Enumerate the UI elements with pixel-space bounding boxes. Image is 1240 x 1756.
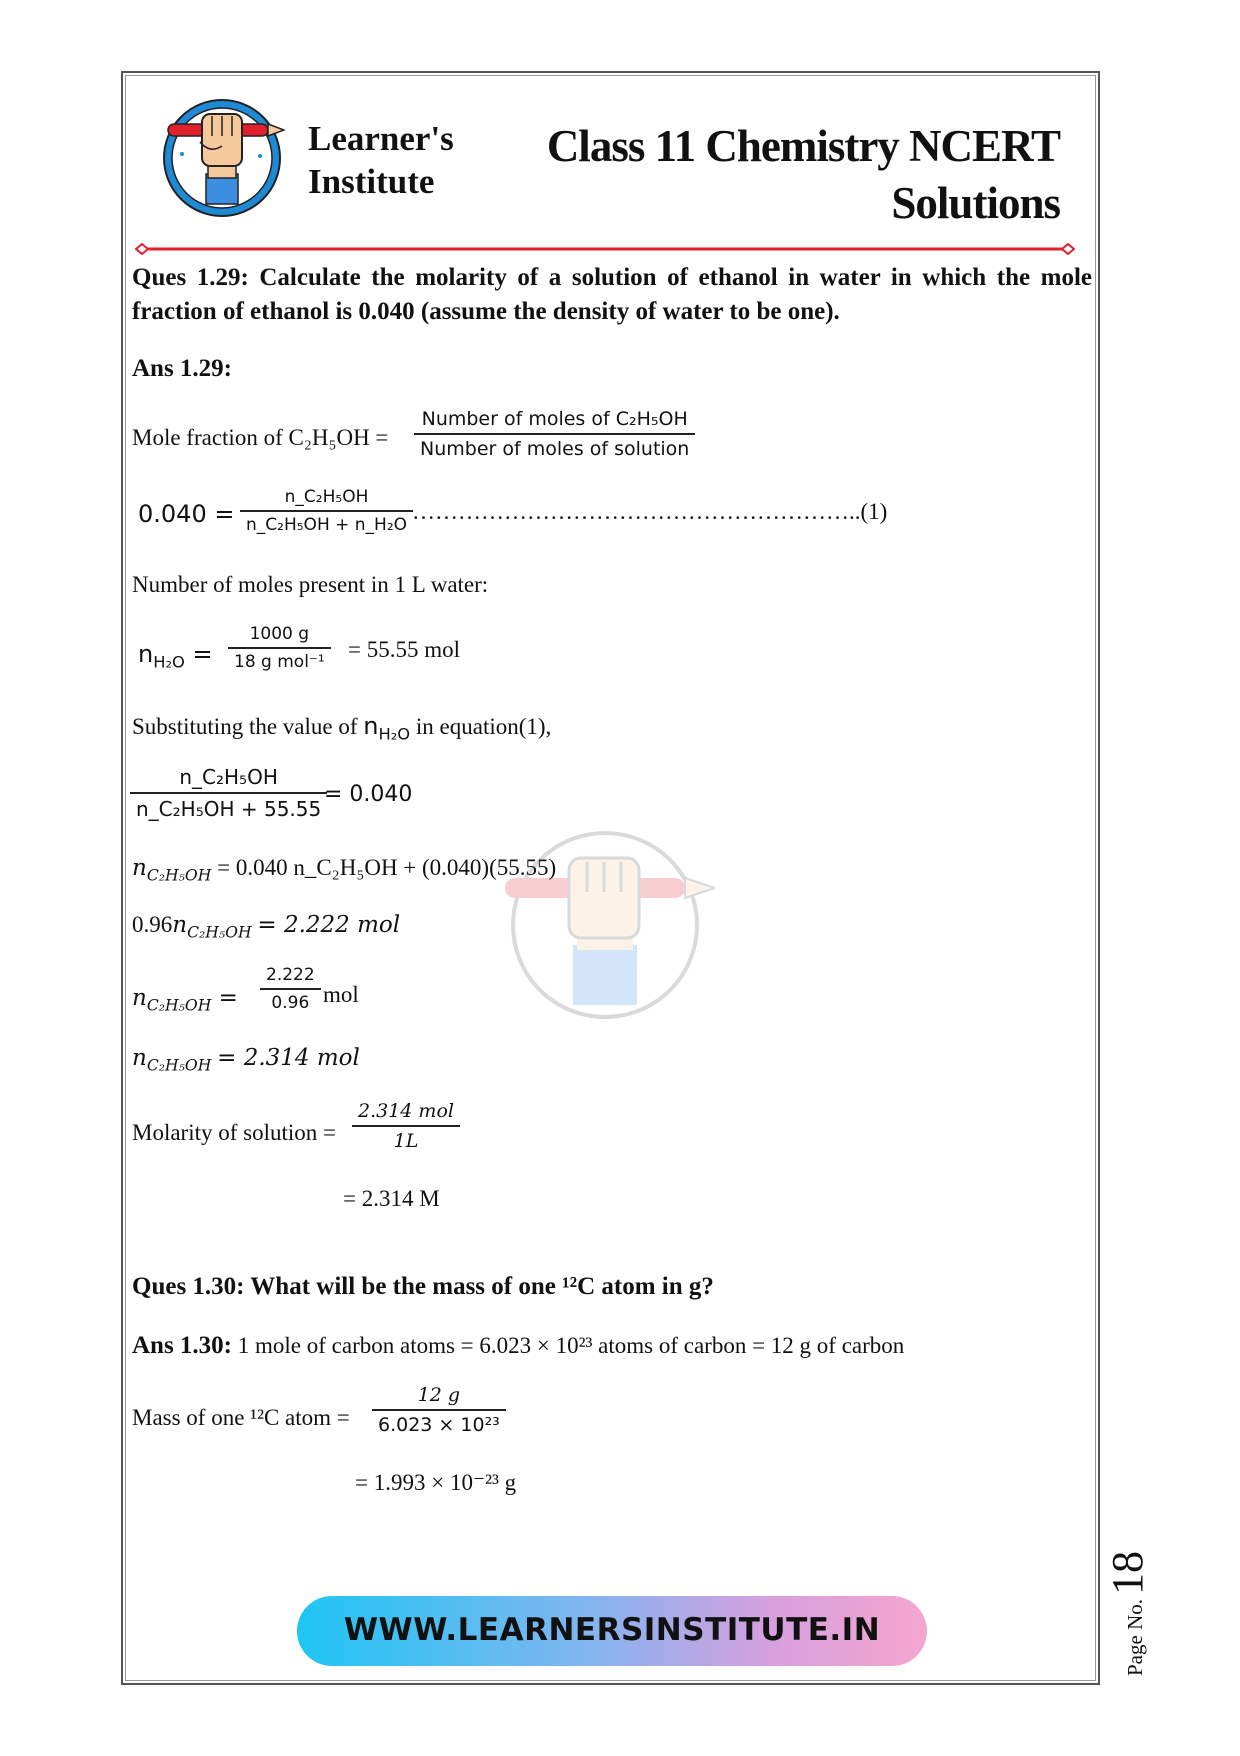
n-h2o-symbol: $n_{H_2O}$ = [138, 640, 213, 672]
header-divider [135, 243, 1075, 255]
equation-5-fraction [260, 965, 321, 1013]
mole-fraction-label: Mole fraction of C₂H₅OH = [132, 425, 389, 450]
equation-2-denominator: n_C₂H₅OH + 55.55 [130, 792, 327, 821]
question-1-29: Ques 1.29: Calculate the molarity of a solution of ethanol in water in which the mole fraction of ethanol is 0.040 (assume the density of water to be one). [132, 264, 1092, 325]
answer-1-30-heading: Ans 1.30: [132, 1332, 233, 1359]
equation-4-rhs: = 2.222 mol [257, 912, 401, 938]
n-h2o-fraction [228, 624, 331, 672]
question-1-30: Ques 1.30: What will be the mass of one ¹²C atom in g? [132, 1273, 714, 1300]
brand-name: Learner's Institute [308, 119, 454, 201]
equation-5-lhs: $n_{C_2H_5OH}$ = [132, 985, 238, 1015]
equation-1-fraction [240, 487, 413, 535]
n-h2o-result: = 55.55 mol [348, 637, 461, 662]
footer-website-url[interactable]: WWW.LEARNERSINSTITUTE.IN [343, 1612, 881, 1648]
mass-denominator: 6.023 × 10²³ [372, 1409, 506, 1436]
equation-6: $n_{C_2H_5OH} = 2.314$ mol [132, 1045, 360, 1075]
equation-5-unit: mol [323, 982, 359, 1007]
equation-1-lhs: 0.040 = [138, 500, 235, 528]
equation-3: $n_{C_2H_5OH} = 0.040$ n_C₂H₅OH + (0.040)(55.55) [132, 855, 557, 885]
molarity-result: = 2.314 M [343, 1186, 440, 1211]
page-number [1102, 1496, 1152, 1676]
mass-fraction [372, 1384, 506, 1436]
equation-4: $0.96n_{C_2H_5OH} = 2.222$ mol [132, 912, 401, 942]
moles-water-text: Number of moles present in 1 L water: [132, 572, 489, 597]
n-h2o-numerator: 1000 g [249, 624, 310, 644]
mole-fraction-numerator: Number of moles of C₂H₅OH [421, 408, 688, 430]
learners-institute-logo [160, 96, 285, 221]
watermark-logo [505, 820, 715, 1030]
molarity-numerator: 2.314 mol [358, 1100, 454, 1122]
answer-1-29-heading: Ans 1.29: [132, 355, 233, 382]
answer-1-30 [132, 1332, 904, 1360]
footer-website-banner[interactable] [297, 1596, 927, 1666]
n-h2o-denominator: 18 g mol⁻¹ [228, 647, 331, 672]
page-number-value: 18 [1103, 1551, 1152, 1595]
answer-1-30-text: 1 mole of carbon atoms = 6.023 × 10²³ atoms of carbon = 12 g of carbon [237, 1333, 905, 1358]
equation-2-rhs: = 0.040 [324, 782, 413, 807]
mass-label: Mass of one ¹²C atom = [132, 1405, 350, 1430]
page-number-label: Page No. [1123, 1599, 1147, 1676]
molarity-denominator: 1L [352, 1125, 460, 1152]
equation-2-fraction [130, 765, 327, 821]
equation-5-numerator: 2.222 [266, 965, 315, 985]
equation-1-denominator: n_C₂H₅OH + n_H₂O [240, 510, 413, 535]
equation-1-numerator: n_C₂H₅OH [284, 487, 369, 507]
substitution-suffix: in equation(1), [415, 714, 552, 739]
substitution-text: Substituting the value of $n_{H_2O}$ in equation(1), [132, 712, 552, 744]
molarity-fraction [352, 1100, 460, 1152]
equation-2-numerator: n_C₂H₅OH [179, 765, 278, 789]
mole-fraction-fraction [414, 408, 695, 460]
substitution-prefix: Substituting the value of [132, 714, 358, 739]
equation-4-prefix: 0.96 [132, 912, 173, 937]
mass-result: = 1.993 × 10⁻²³ g [355, 1470, 517, 1495]
document-title: Class 11 Chemistry NCERT Solutions [546, 121, 1060, 228]
mass-numerator: 12 g [417, 1384, 461, 1406]
equation-6-rhs: = 2.314 mol [217, 1045, 360, 1071]
mole-fraction-denominator: Number of moles of solution [414, 433, 695, 460]
equation-3-rhs: = 0.040 n_C₂H₅OH + (0.040)(55.55) [217, 855, 557, 880]
equation-1-label: …………………………………………………..(1) [412, 499, 888, 524]
molarity-label: Molarity of solution = [132, 1120, 336, 1145]
equation-5-denominator: 0.96 [260, 988, 321, 1013]
